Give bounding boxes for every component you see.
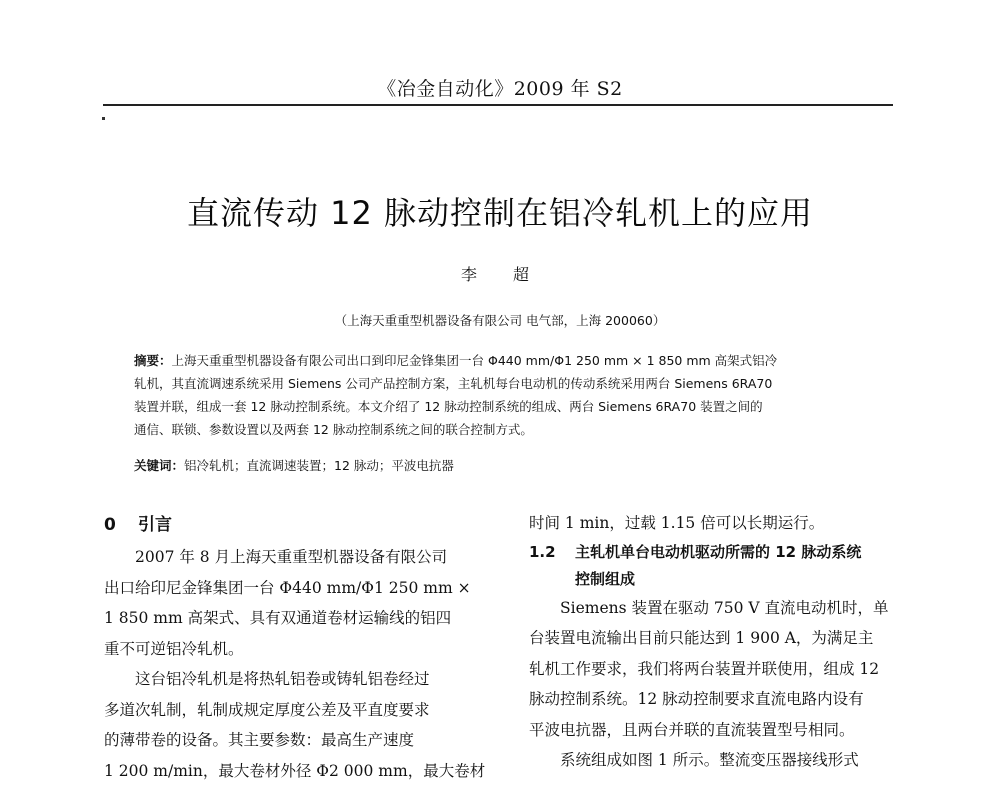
keywords xyxy=(134,456,886,474)
margin-dot xyxy=(102,117,105,120)
paragraph-line: 出口给印尼金锋集团一台 Φ440 mm/Φ1 250 mm × xyxy=(104,573,496,604)
paragraph-line: 2007 年 8 月上海天重重型机器设备有限公司 xyxy=(104,542,496,573)
right-column xyxy=(529,508,919,776)
paragraph-line: 1 200 m/min，最大卷材外径 Φ2 000 mm，最大卷材 xyxy=(104,756,496,786)
keywords-text: 铝冷轧机；直流调速装置；12 脉动；平波电抗器 xyxy=(184,458,454,473)
left-column xyxy=(104,508,496,786)
section-heading xyxy=(104,508,496,542)
abstract-line: 轧机，其直流调速系统采用 Siemens 公司产品控制方案，主轧机每台电动机的传动系统采用两台 Siemens 6RA70 xyxy=(134,372,886,395)
abstract-line: 通信、联锁、参数设置以及两套 12 脉动控制系统之间的联合控制方式。 xyxy=(134,418,886,441)
abstract xyxy=(134,349,886,441)
subsection-title-continued: 控制组成 xyxy=(529,566,919,593)
paragraph-line: 脉动控制系统。12 脉动控制要求直流电路内设有 xyxy=(529,684,919,715)
subsection-heading xyxy=(529,539,919,566)
keywords-label: 关键词： xyxy=(134,458,184,473)
subsection-title: 主轧机单台电动机驱动所需的 12 脉动系统 xyxy=(575,543,861,561)
paragraph-line: 平波电抗器，且两台并联的直流装置型号相同。 xyxy=(529,715,919,746)
paragraph-line: 系统组成如图 1 所示。整流变压器接线形式 xyxy=(529,745,919,776)
section-number: 0 xyxy=(104,508,138,542)
paragraph-line: 轧机工作要求，我们将两台装置并联使用，组成 12 xyxy=(529,654,919,685)
paper-title: 直流传动 12 脉动控制在铝冷轧机上的应用 xyxy=(0,188,1000,234)
paragraph-line: 时间 1 min，过载 1.15 倍可以长期运行。 xyxy=(529,508,919,539)
header-rule xyxy=(103,104,893,106)
paragraph-line: 这台铝冷轧机是将热轧铝卷或铸轧铝卷经过 xyxy=(104,664,496,695)
paragraph-line: 台装置电流输出目前只能达到 1 900 A，为满足主 xyxy=(529,623,919,654)
paragraph-line: Siemens 装置在驱动 750 V 直流电动机时，单 xyxy=(529,593,919,624)
paragraph-line: 的薄带卷的设备。其主要参数：最高生产速度 xyxy=(104,725,496,756)
section-title: 引言 xyxy=(138,515,172,535)
subsection-number: 1.2 xyxy=(529,539,575,566)
abstract-line xyxy=(134,349,886,372)
paragraph-line: 1 850 mm 高架式、具有双通道卷材运输线的铝四 xyxy=(104,603,496,634)
abstract-line: 装置并联，组成一套 12 脉动控制系统。本文介绍了 12 脉动控制系统的组成、两台 Siemens 6RA70 装置之间的 xyxy=(134,395,886,418)
abstract-text: 上海天重重型机器设备有限公司出口到印尼金锋集团一台 Φ440 mm/Φ1 250 mm × 1 850 mm 高架式铝冷 xyxy=(172,353,778,368)
author-name: 李 超 xyxy=(0,262,1000,285)
author-affiliation: （上海天重重型机器设备有限公司 电气部，上海 200060） xyxy=(0,311,1000,329)
abstract-label: 摘要： xyxy=(134,353,172,368)
journal-header: 《冶金自动化》2009 年 S2 xyxy=(0,74,1000,101)
paragraph-line: 重不可逆铝冷轧机。 xyxy=(104,634,496,665)
paragraph-line: 多道次轧制，轧制成规定厚度公差及平直度要求 xyxy=(104,695,496,726)
